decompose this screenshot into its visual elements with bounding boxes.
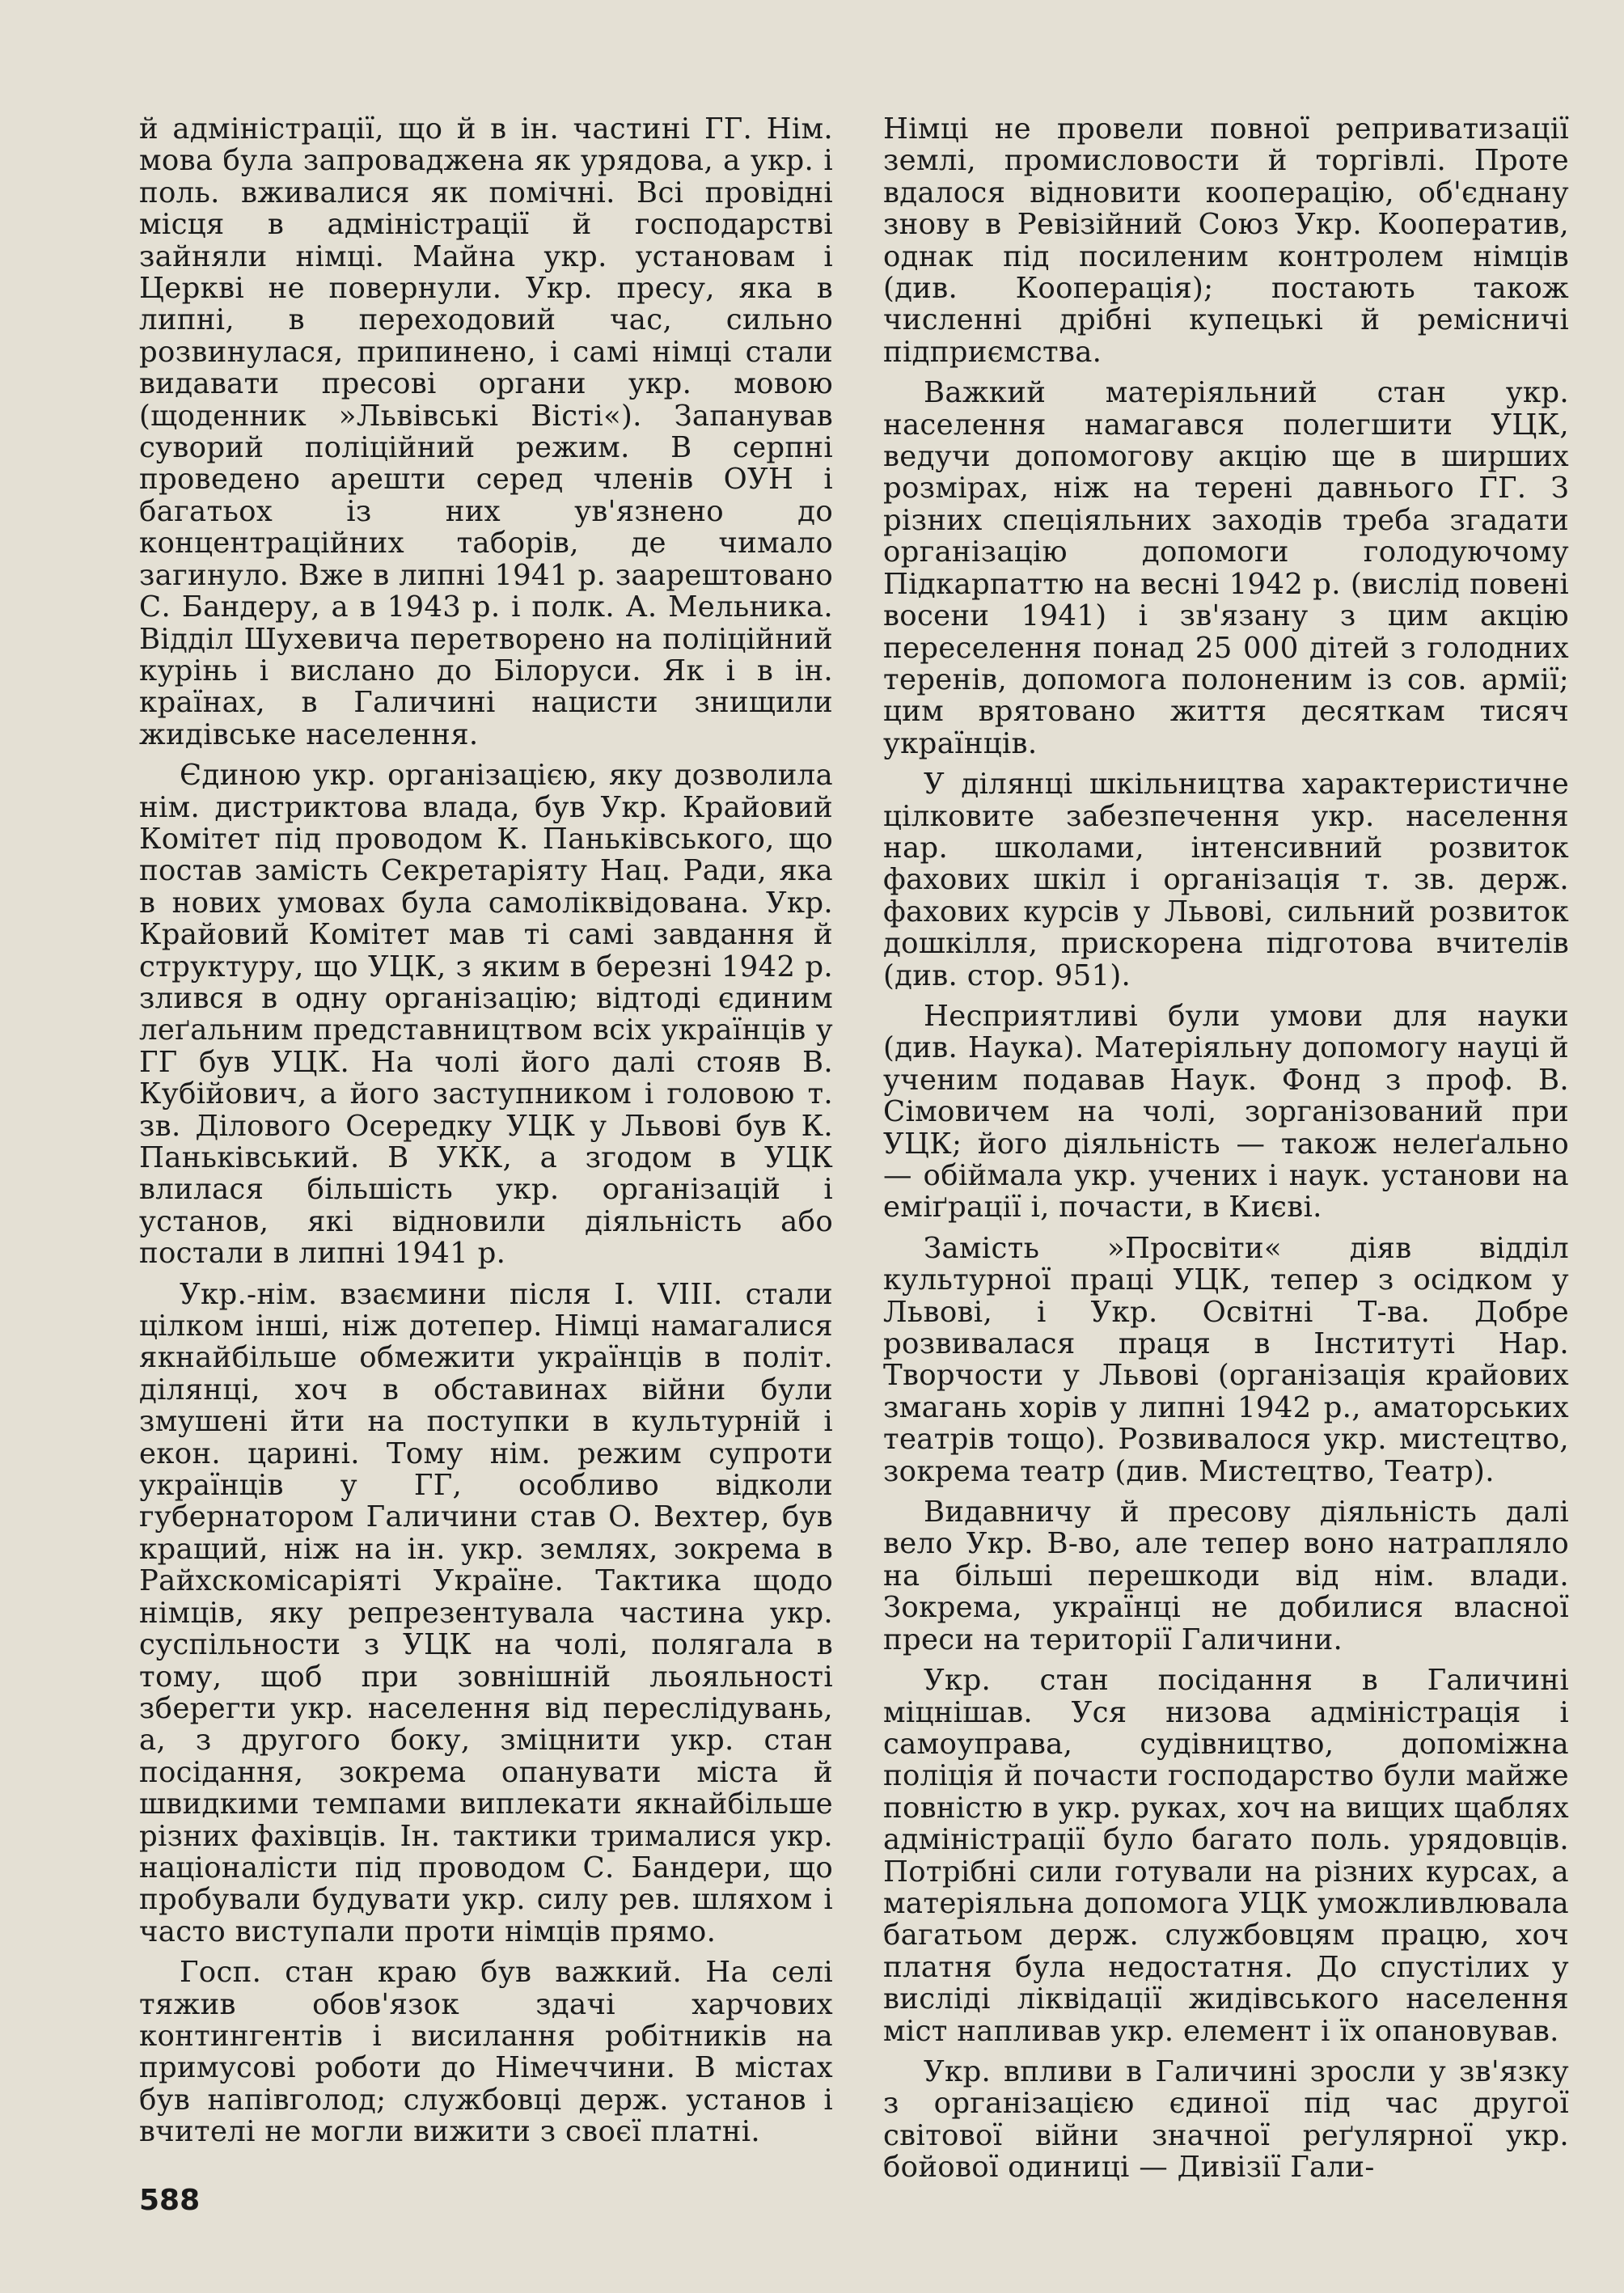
page-number: 588 bbox=[139, 2184, 201, 2217]
paragraph: Видавничу й пресову діяльність далі вело Укр. В-во, але тепер воно натрапляло на більші перешкоди від нім. влади. Зокрема, українці не добилися власної преси на території Галичини. bbox=[883, 1496, 1569, 1656]
paragraph: Госп. стан краю був важкий. На селі тяжив обов'язок здачі харчових контингентів і висилання робітників на примусові роботи до Німеччини. В містах був напівголод; службовці держ. установ і вчителі не могли вижити з своєї платні. bbox=[139, 1956, 833, 2149]
left-column bbox=[139, 113, 833, 2157]
paragraph: У ділянці шкільництва характеристичне цілковите забезпечення укр. населення нар. школами, інтенсивний розвиток фахових шкіл і організація т. зв. держ. фахових курсів у Львові, сильний розвиток дошкілля, прискорена підготова вчителів (див. стор. 951). bbox=[883, 768, 1569, 992]
paragraph: й адміністрації, що й в ін. частині ГГ. Нім. мова була запроваджена як урядова, а укр. і поль. вживалися як помічні. Всі провідні місця в адміністрації й господарстві зайняли німці. Майна укр. установам і Церкві не повернули. Укр. пресу, яка в липні, в переходовий час, сильно розвинулася, припинено, і самі німці стали видавати пресові органи укр. мовою (щоденник »Львівські Вісті«). Запанував суворий поліційний режим. В серпні проведено арешти серед членів ОУН і багатьох із них ув'язнено до концентраційних таборів, де чимало загинуло. Вже в липні 1941 р. заарештовано С. Бандеру, а в 1943 р. і полк. А. Мельника. Відділ Шухевича перетворено на поліційний курінь і вислано до Білоруси. Як і в ін. країнах, в Галичині нацисти знищили жидівське населення. bbox=[139, 112, 833, 751]
paragraph: Несприятливі були умови для науки (див. Наука). Матеріяльну допомогу науці й ученим подавав Наук. Фонд з проф. В. Сімовичем на чолі, зорганізований при УЦК; його діяльність — також нелеґально — обіймала укр. учених і наук. установи на еміґрації і, почасти, в Києві. bbox=[883, 999, 1569, 1225]
right-column bbox=[883, 113, 1569, 2193]
paragraph: Німці не провели повної реприватизації землі, промисловости й торгівлі. Проте вдалося відновити кооперацію, об'єднану знову в Ревізійний Союз Укр. Кооператив, однак під посиленим контролем німців (див. Кооперація); постають також численні дрібні купецькі й ремісничі підприємства. bbox=[883, 112, 1569, 369]
paragraph: Укр.-нім. взаємини після І. VIII. стали цілком інші, ніж дотепер. Німці намагалися якнайбільше обмежити українців в політ. ділянці, хоч в обставинах війни були змушені йти на поступки в культурній і екон. царині. Тому нім. режим супроти українців у ГГ, особливо відколи губернатором Галичини став О. Вехтер, був кращий, ніж на ін. укр. землях, зокрема в Райхскомісаріяті Україне. Тактика щодо німців, яку репрезентувала частина укр. суспільности з УЦК на чолі, полягала в тому, щоб при зовнішній льояльності зберегти укр. населення від переслідувань, а, з другого боку, зміцнити укр. стан посідання, зокрема опанувати міста й швидкими темпами виплекати якнайбільше різних фахівців. Ін. тактики трималися укр. націоналісти під проводом С. Бандери, що пробували будувати укр. силу рев. шляхом і часто виступали проти німців прямо. bbox=[139, 1277, 833, 1948]
paragraph: Важкий матеріяльний стан укр. населення намагався полегшити УЦК, ведучи допомогову акцію ще в ширших розмірах, ніж на терені давнього ГГ. З різних спеціяльних заходів треба згадати організацію допомоги голодуючому Підкарпаттю на весні 1942 р. (вислід повені восени 1941) і зв'язану з цим акцію переселення понад 25 000 дітей з голодних теренів, допомога полоненим із сов. армії; цим врятовано життя десяткам тисяч українців. bbox=[883, 376, 1569, 760]
paragraph: Замість »Просвіти« діяв відділ культурної праці УЦК, тепер з осідком у Львові, і Укр. Освітні Т-ва. Добре розвивалася праця в Інституті Нар. Творчости у Львові (організація крайових змагань хорів у липні 1942 р., аматорських театрів тощо). Розвивалося укр. мистецтво, зокрема театр (див. Мистецтво, Театр). bbox=[883, 1231, 1569, 1488]
paragraph: Укр. стан посідання в Галичині міцнішав. Уся низова адміністрація і самоуправа, судівництво, допоміжна поліція й почасти господарство були майже повністю в укр. руках, хоч на вищих щаблях адміністрації було багато поль. урядовців. Потрібні сили готували на різних курсах, а матеріяльна допомога УЦК уможливлювала багатьом держ. службовцям працю, хоч платня була недостатня. До спустілих у висліді ліквідації жидівського населення міст напливав укр. елемент і їх опановував. bbox=[883, 1664, 1569, 2048]
paragraph: Укр. впливи в Галичині зросли у зв'язку з організацією єдиної під час другої світової війни значної реґулярної укр. бойової одиниці — Дивізії Гали- bbox=[883, 2054, 1569, 2185]
paragraph: Єдиною укр. організацією, яку дозволила нім. дистриктова влада, був Укр. Крайовий Комітет під проводом К. Паньківського, що постав замість Секретаріяту Нац. Ради, яка в нових умовах була самоліквідована. Укр. Крайовий Комітет мав ті самі завдання й структуру, що УЦК, з яким в березні 1942 р. злився в одну організацію; відтоді єдиним леґальним представництвом всіх українців у ГГ був УЦК. На чолі його далі стояв В. Кубійович, а його заступником і головою т. зв. Ділового Осередку УЦК у Львові був К. Паньківський. В УКК, а згодом в УЦК влилася більшість укр. організацій і установ, які відновили діяльність або постали в липні 1941 р. bbox=[139, 759, 833, 1271]
